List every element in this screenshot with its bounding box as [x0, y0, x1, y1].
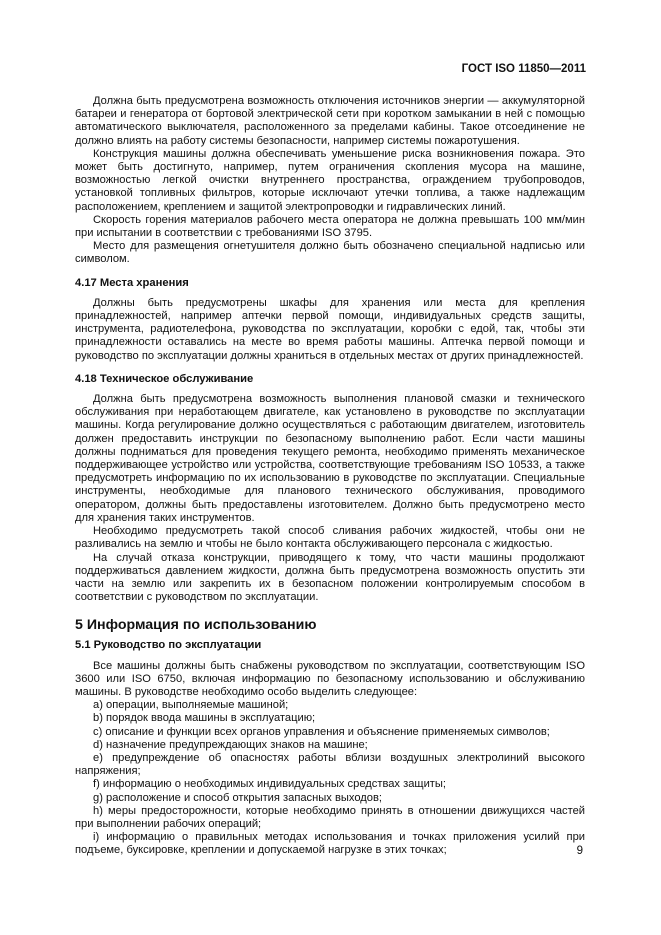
list-item: d) назначение предупреждающих знаков на машине;	[93, 738, 368, 751]
paragraph: Необходимо предусмотреть такой способ сливания рабочих жидкостей, чтобы они не разливались на землю и чтобы не было контакта обслуживающего персонала с жидкостью.	[75, 525, 585, 551]
section-heading-4-18: 4.18 Техническое обслуживание	[75, 372, 254, 385]
list-item: h) меры предосторожности, которые необходимо принять в отношении движущихся частей при выполнении рабочих операций;	[75, 804, 585, 830]
paragraph: Скорость горения материалов рабочего места оператора не должна превышать 100 мм/мин при испытании в соответствии с требованиями ISO 3795.	[75, 213, 585, 240]
paragraph: Конструкция машины должна обеспечивать уменьшение риска возникновения пожара. Это может быть достигнуто, например, путем ограничения скопления мусора на машине, возможностью легкой очистки внутреннего пространства, ограждением трубопроводов, установкой топливных фильтров, которые исключают утечки топлива, а также надлежащим расположением, креплением и защитой электропроводки и гидравлических линий.	[75, 147, 585, 213]
paragraph: На случай отказа конструкции, приводящего к тому, что части машины продолжают поддерживаться давлением жидкости, должна быть предусмотрена возможность опустить эти части на землю или закрепить их в безопасном положении контролируемым способом в соответствии с руководством по эксплуатации.	[75, 551, 585, 604]
list-item: f) информацию о необходимых индивидуальных средствах защиты;	[93, 778, 446, 791]
document-body	[75, 95, 585, 858]
paragraph: Должна быть предусмотрена возможность выполнения плановой смазки и технического обслуживания при неработающем двигателе, как установлено в руководстве по эксплуатации машины. Когда регулирование должно осуществляться с работающим двигателем, изготовитель должен предоставить инструкции по безопасному выполнению работ. Если части машины должны подниматься для проведения текущего ремонта, необходимо применять механическое поддерживающее устройство или устройства, соответствующие требованиям ISO 10533, а также предусмотреть информацию по их использованию в руководстве по эксплуатации. Специальные инструменты, необходимые для планового технического обслуживания, проводимого оператором, должны быть предоставлены изготовителем. Должно быть предусмотрено место для хранения таких инструментов.	[75, 393, 585, 524]
section-heading-5: 5 Информация по использованию	[75, 617, 317, 634]
paragraph: Должна быть предусмотрена возможность отключения источников энергии — аккумуляторной батареи и генератора от бортовой электрической сети при коротком замыкании в ней с помощью автоматического выключателя, расположенного за пределами кабины. Такое отсоединение не должно влиять на работу системы безопасности, например системы пожаротушения.	[75, 95, 585, 147]
list-item: b) порядок ввода машины в эксплуатацию;	[93, 712, 316, 725]
list-item: e) предупреждение об опасностях работы вблизи воздушных электролиний высокого напряжения;	[75, 751, 585, 778]
list-item: c) описание и функции всех органов управления и объяснение применяемых символов;	[93, 725, 550, 738]
page-number: 9	[576, 845, 583, 857]
paragraph: Все машины должны быть снабжены руководством по эксплуатации, соответствующим ISO 3600 или ISO 6750, включая информацию по безопасному использованию и обслуживанию машины. В руководстве необходимо особо выделить следующее:	[75, 659, 585, 698]
paragraph: Должны быть предусмотрены шкафы для хранения или места для крепления принадлежностей, например аптечки первой помощи, индивидуальных средств защиты, инструмента, радиотелефона, руководства по эксплуатации, коробки с едой, так, чтобы эти принадлежности оставались на месте во время работы машины. Аптечка первой помощи и руководство по эксплуатации должны храниться в отдельных местах от других принадлежностей.	[75, 296, 585, 362]
list-item: a) операции, выполняемые машиной;	[93, 699, 289, 712]
section-heading-5-1: 5.1 Руководство по эксплуатации	[75, 639, 262, 652]
standard-header: ГОСТ ISO 11850—2011	[461, 63, 586, 75]
section-heading-4-17: 4.17 Места хранения	[75, 276, 189, 289]
paragraph: Место для размещения огнетушителя должно быть обозначено специальной надписью или символом.	[75, 240, 585, 266]
list-item: g) расположение и способ открытия запасных выходов;	[93, 791, 382, 804]
list-item: i) информацию о правильных методах использования и точках приложения усилий при подъеме, буксировке, креплении и допускаемой нагрузке в этих точках;	[75, 831, 585, 857]
